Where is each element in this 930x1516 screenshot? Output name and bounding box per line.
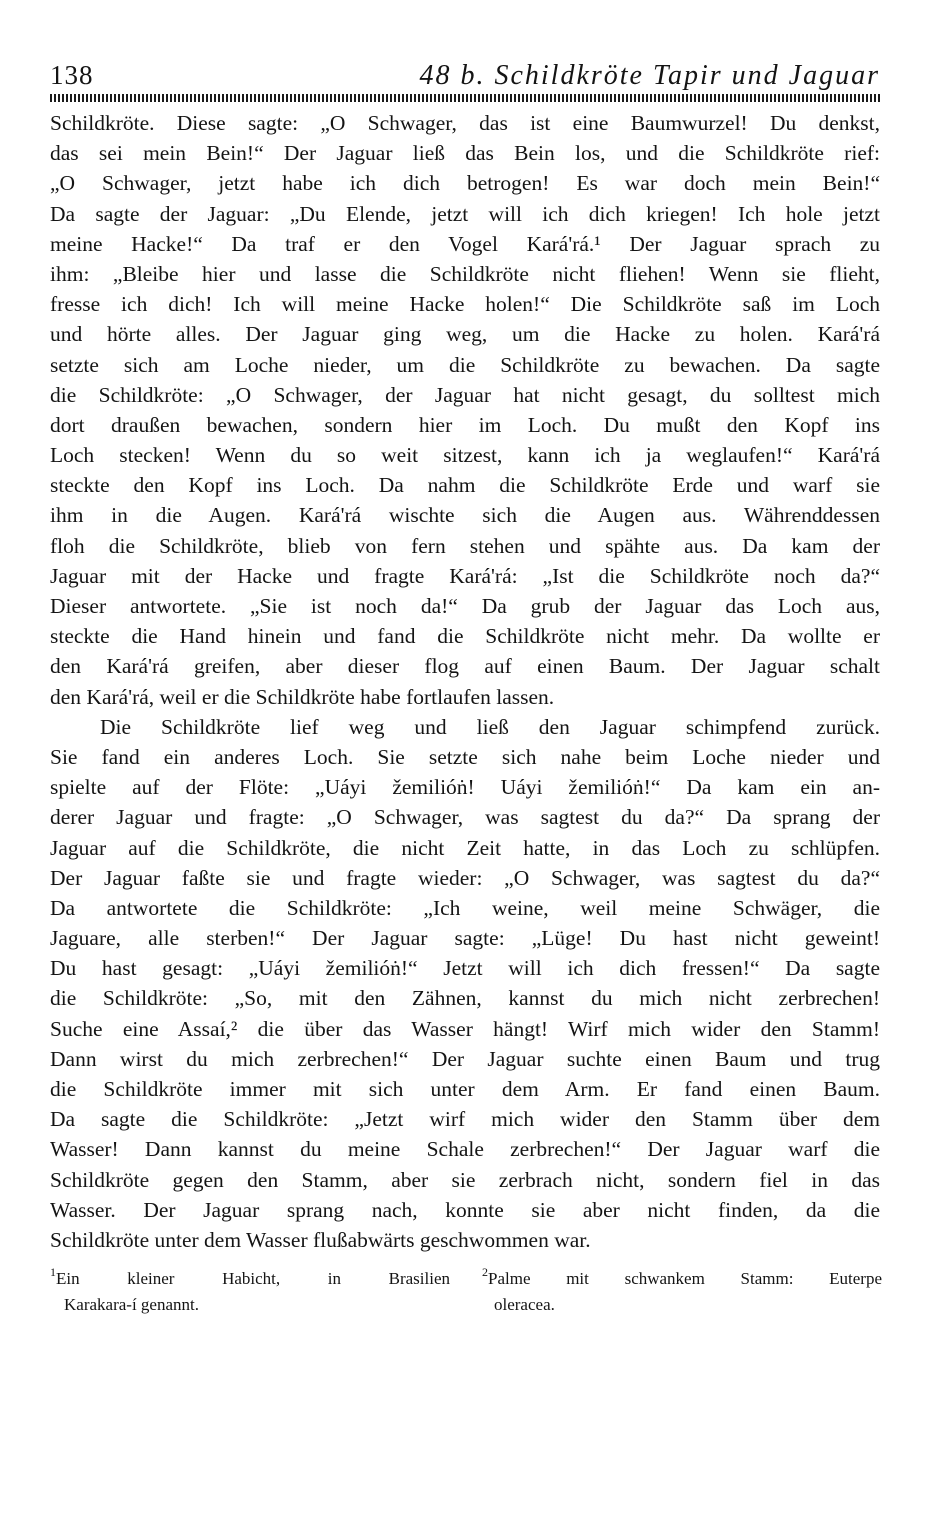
page-header	[50, 60, 880, 92]
text-line: Wasser! Dann kannst du meine Schale zerbrechen!“ Der Jaguar warf die	[50, 1137, 880, 1162]
text-line: Schildkröte unter dem Wasser flußabwärts geschwommen war.	[50, 1227, 591, 1252]
text-line: Jaguar auf die Schildkröte, die nicht Zeit hatte, in das Loch zu schlüpfen.	[50, 835, 880, 860]
text-line: floh die Schildkröte, blieb von fern stehen und spähte aus. Da kam der	[50, 533, 880, 558]
text-line: Da sagte die Schildkröte: „Jetzt wirf mich wider den Stamm über dem	[50, 1107, 880, 1132]
text-line: Da sagte der Jaguar: „Du Elende, jetzt will ich dich kriegen! Ich hole jetzt	[50, 201, 880, 226]
text-line: Du hast gesagt: „Uáyi žemilióṅ!“ Jetzt will ich dich fressen!“ Da sagte	[50, 956, 880, 981]
text-line: ihm in die Augen. Kará'rá wischte sich die Augen aus. Währenddessen	[50, 503, 880, 528]
text-line: steckte die Hand hinein und fand die Schildkröte nicht mehr. Da wollte er	[50, 624, 880, 649]
text-line: Dann wirst du mich zerbrechen!“ Der Jaguar suchte einen Baum und trug	[50, 1046, 880, 1071]
page-number: 138	[50, 60, 94, 90]
text-line: die Schildkröte immer mit sich unter dem Arm. Er fand einen Baum.	[50, 1077, 880, 1101]
text-line: dort draußen bewachen, sondern hier im Loch. Du mußt den Kopf ins	[50, 412, 880, 437]
text-line: Dieser antwortete. „Sie ist noch da!“ Da grub der Jaguar das Loch aus,	[50, 594, 880, 618]
footnote-2	[482, 1266, 882, 1318]
footnote-1	[50, 1266, 450, 1318]
text-line: die Schildkröte: „O Schwager, der Jaguar hat nicht gesagt, du solltest mich	[50, 382, 880, 407]
footnote-text: Ein kleiner Habicht, in Brasilien	[56, 1269, 450, 1288]
header-rule	[50, 94, 880, 102]
text-line: Jaguar mit der Hacke und fragte Kará'rá: „Ist die Schildkröte noch da?“	[50, 563, 880, 588]
text-line: und hörte alles. Der Jaguar ging weg, um die Hacke zu holen. Kará'rá	[50, 322, 880, 347]
text-line: das sei mein Bein!“ Der Jaguar ließ das Bein los, und die Schildkröte rief:	[50, 141, 880, 166]
text-line: den Kará'rá greifen, aber dieser flog auf einen Baum. Der Jaguar schalt	[50, 654, 880, 679]
text-line: spielte auf der Flöte: „Uáyi žemilióṅ! Uáyi žemilióṅ!“ Da kam ein an-	[50, 775, 880, 800]
text-line: den Kará'rá, weil er die Schildkröte habe fortlaufen lassen.	[50, 684, 555, 709]
footnote-marker: 1	[50, 1265, 56, 1279]
text-line: „O Schwager, jetzt habe ich dich betrogen! Es war doch mein Bein!“	[50, 171, 880, 196]
footnote-marker: 2	[482, 1265, 488, 1279]
text-line: Da antwortete die Schildkröte: „Ich weine, weil meine Schwäger, die	[50, 895, 880, 920]
text-line: Jaguare, alle sterben!“ Der Jaguar sagte: „Lüge! Du hast nicht geweint!	[50, 926, 880, 951]
text-line: Der Jaguar faßte sie und fragte wieder: „O Schwager, was sagtest du da?“	[50, 865, 880, 890]
body-text	[50, 108, 880, 1255]
footnote-text: Palme mit schwankem Stamm: Euterpe	[488, 1269, 882, 1288]
text-line: ihm: „Bleibe hier und lasse die Schildkröte nicht fliehen! Wenn sie flieht,	[50, 261, 880, 286]
footnote-text: oleracea.	[494, 1295, 555, 1314]
text-line: setzte sich am Loche nieder, um die Schildkröte zu bewachen. Da sagte	[50, 352, 880, 377]
text-line: Schildkröte. Diese sagte: „O Schwager, das ist eine Baumwurzel! Du denkst,	[50, 111, 880, 135]
text-line: Wasser. Der Jaguar sprang nach, konnte sie aber nicht finden, da die	[50, 1197, 880, 1222]
text-line: Schildkröte gegen den Stamm, aber sie zerbrach nicht, sondern fiel in das	[50, 1167, 880, 1192]
paragraph-start-line: Die Schildkröte lief weg und ließ den Jaguar schimpfend zurück.	[100, 714, 880, 739]
text-line: meine Hacke!“ Da traf er den Vogel Kará'rá.¹ Der Jaguar sprach zu	[50, 231, 880, 256]
text-line: Suche eine Assaí,² die über das Wasser hängt! Wirf mich wider den Stamm!	[50, 1016, 880, 1041]
text-line: die Schildkröte: „So, mit den Zähnen, kannst du mich nicht zerbrechen!	[50, 986, 880, 1011]
text-line: derer Jaguar und fragte: „O Schwager, was sagtest du da?“ Da sprang der	[50, 805, 880, 830]
text-line: Loch stecken! Wenn du so weit sitzest, kann ich ja weglaufen!“ Kará'rá	[50, 443, 880, 468]
text-line: steckte den Kopf ins Loch. Da nahm die Schildkröte Erde und warf sie	[50, 473, 880, 498]
text-line: Sie fand ein anderes Loch. Sie setzte sich nahe beim Loche nieder und	[50, 744, 880, 769]
footnote-text: Karakara-í genannt.	[64, 1295, 199, 1314]
text-line: fresse ich dich! Ich will meine Hacke holen!“ Die Schildkröte saß im Loch	[50, 292, 880, 317]
running-title: 48 b. Schildkröte Tapir und Jaguar	[419, 60, 880, 91]
